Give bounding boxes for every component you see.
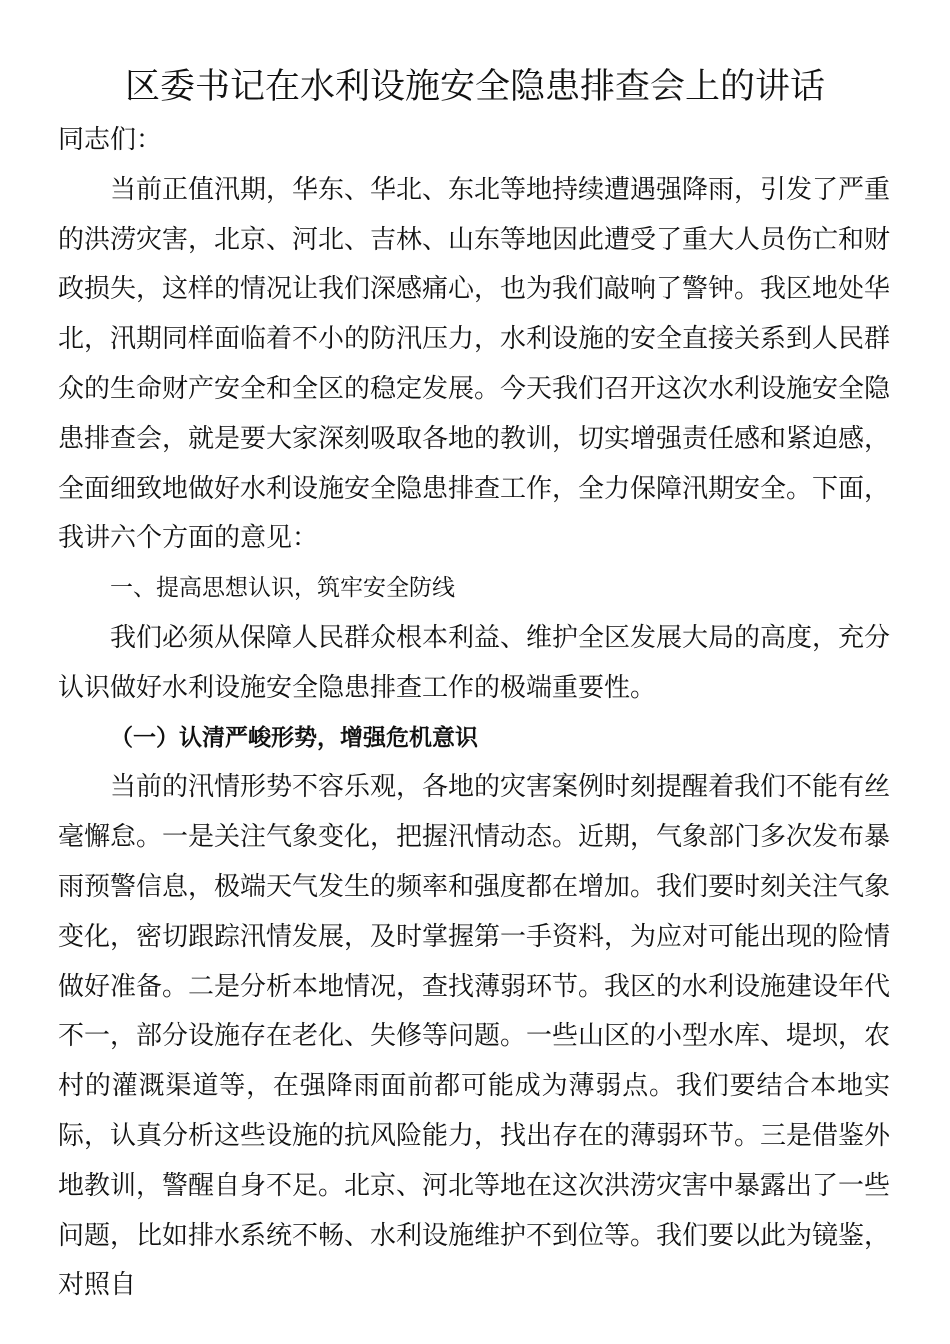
- section-1-heading: 一、提高思想认识，筑牢安全防线: [110, 575, 455, 602]
- intro-paragraph: 当前正值汛期，华东、华北、东北等地持续遭遇强降雨，引发了严重的洪涝灾害，北京、河北、吉林、山东等地因此遭受了重大人员伤亡和财政损失，这样的情况让我们深感痛心，也为我们敲响了警钟。我区地处华北，汛期同样面临着不小的防汛压力，水利设施的安全直接关系到人民群众的生命财产安全和全区的稳定发展。今天我们召开这次水利设施安全隐患排查会，就是要大家深刻吸取各地的教训，切实增强责任感和紧迫感，全面细致地做好水利设施安全隐患排查工作，全力保障汛期安全。下面，我讲六个方面的意见：: [58, 174, 891, 554]
- subsection-1-paragraph: 当前的汛情形势不容乐观，各地的灾害案例时刻提醒着我们不能有丝毫懈怠。一是关注气象变化，把握汛情动态。近期，气象部门多次发布暴雨预警信息，极端天气发生的频率和强度都在增加。我们要时刻关注气象变化，密切跟踪汛情发展，及时掌握第一手资料，为应对可能出现的险情做好准备。二是分析本地情况，查找薄弱环节。我区的水利设施建设年代不一，部分设施存在老化、失修等问题。一些山区的小型水库、堤坝，农村的灌溉渠道等，在强降雨面前都可能成为薄弱点。我们要结合本地实际，认真分析这些设施的抗风险能力，找出存在的薄弱环节。三是借鉴外地教训，警醒自身不足。北京、河北等地在这次洪涝灾害中暴露出了一些问题，比如排水系统不畅、水利设施维护不到位等。我们要以此为镜鉴，对照自: [58, 772, 891, 1301]
- document-title: 区委书记在水利设施安全隐患排查会上的讲话: [124, 67, 825, 107]
- subsection-1-heading: （一）认清严峻形势，增强危机意识: [110, 724, 478, 751]
- salutation: 同志们：: [58, 125, 163, 155]
- document-body: [58, 116, 890, 1311]
- section-1-paragraph: 我们必须从保障人民群众根本利益、维护全区发展大局的高度，充分认识做好水利设施安全隐患排查工作的极端重要性。: [58, 622, 891, 703]
